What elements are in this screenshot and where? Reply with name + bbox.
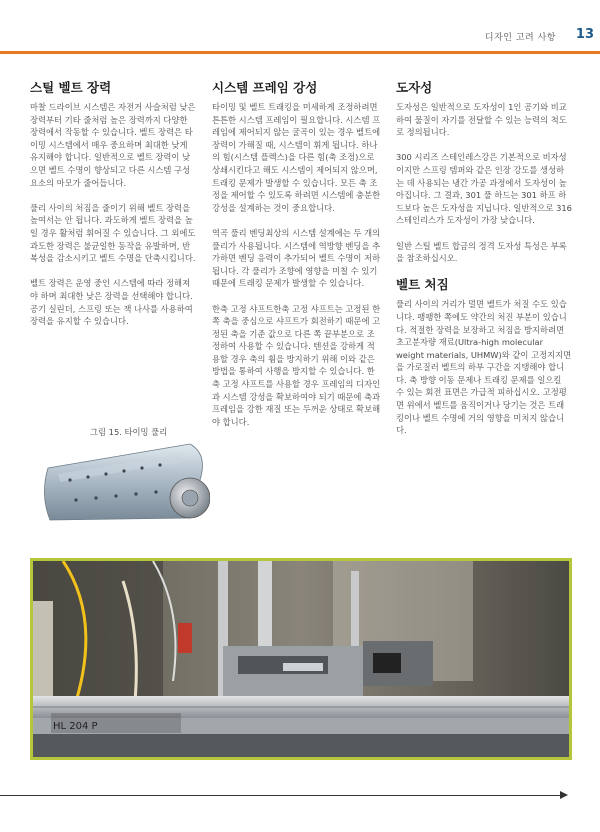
header-section-title: 디자인 고려 사항 — [484, 33, 556, 43]
paragraph: 역곡 풀리 벤딩최상의 시스템 설계에는 두 개의 풀리가 사용됩니다. 시스템에 역방향 벤딩을 추가하면 벤딩 응력이 추가되어 벨트 수명이 저하됩니다. 각 풀리가 조향에 영향을 미칠 수 있기 때문에 트래킹 문제가 발생할 수 있습니다. — [212, 227, 381, 289]
heading-frame-rigidity: 시스템 프레임 강성 — [212, 80, 318, 95]
column-steel-belt-tension — [30, 80, 198, 340]
figure-caption: 그림 15. 타이밍 풀리 — [90, 427, 168, 437]
heading-permeability: 도자성 — [396, 80, 433, 95]
column-permeability-sag — [396, 80, 572, 449]
paragraph: 일반 스틸 벨트 합금의 정격 도자성 특성은 부록을 참조하십시오. — [396, 240, 567, 264]
paragraph: 타이밍 및 벨트 트래킹을 미세하게 조정하려면 튼튼한 시스템 프레임이 필요합니다. 시스템 프레임에 제어되지 않는 굴곡이 있는 경우 벨트에 장력이 가해질 때, 시스템이 휘게 됩니다. 하나의 힘(시스템 플렉스)을 다른 힘(축 조정)으로 상쇄시킨다고 해도 시스템이 제어되지 않으며, 트래킹 문제가 발생할 수 있습니다. 모든 축 조정을 제어할 수 있도록 하려면 시스템에 충분한 강성을 설계하는 것이 중요합니다. — [212, 102, 381, 213]
paragraph: 도자성은 일반적으로 도자성이 1인 공기와 비교하여 물질이 자기를 전달할 수 있는 능력의 척도로 정의됩니다. — [396, 102, 567, 138]
timing-pulley-illustration — [40, 440, 210, 525]
footer-arrow-icon — [560, 791, 568, 799]
paragraph: 풀리 사이의 거리가 멀면 벨트가 처질 수도 있습니다. 팽팽한 쪽에도 약간의 처진 부분이 있습니다. 적절한 장력을 보장하고 처짐을 방지하려면 초고분자량 재료(Ultra-high molecular weight materials, UHMW)와 같이 고정지지면을 가로질러 벨트의 하부 구간을 지탱해야 합니다. 축 방향 이동 문제나 트래킹 문제를 일으킬 수 있는 회전 표면은 가급적 피하십시오. 고정평면 위에서 벨트를 움직이거나 당기는 것은 트래킹이나 벨트 수명에 거의 영향을 미치지 않습니다. — [396, 299, 572, 436]
column-frame-rigidity — [212, 80, 382, 441]
heading-belt-sag: 벨트 처짐 — [396, 277, 449, 293]
paragraph: 풀리 사이의 처짐을 줄이기 위해 벨트 장력을 높여서는 안 됩니다. 과도하게 벨트 장력을 높일 경우 활처럼 휘어질 수 있습니다. 그 외에도 과도한 장력은 불균일한 동작을 유발하며, 반복성을 감소시키고 벨트 수명을 단축시킵니다. — [30, 202, 196, 264]
paragraph: 300 시리즈 스테인레스강은 기본적으로 비자성이지만 스프링 템퍼와 같은 인장 강도를 생성하는 데 사용되는 냉간 가공 과정에서 도자성이 높아집니다. 그 결과, 301 풀 하드는 301 하프 하드보다 높은 도자성을 지닙니다. 일반적으로 316 스테인리스가 도자성이 가장 낮습니다. — [396, 152, 572, 226]
machine-label: HL 204 P — [53, 721, 98, 732]
header-rule — [0, 51, 600, 54]
paragraph: 한축 고정 샤프트한축 고정 샤프트는 고정된 한쪽 축을 중심으로 샤프트가 회전하기 때문에 고정된 축을 기준 값으로 다른 쪽 끝부분으로 조정하여 사용할 수 있습니다. 텐션을 강하게 적용할 경우 축의 휨을 방지하기 위해 이와 같은 방법을 통하여 사행을 방지할 수 있습니다. 한축 고정 샤프트를 사용할 경우 프레임의 디자인과 시스템 강성을 확보하여야 되기 때문에 축과 프레임을 강한 재질 또는 두꺼운 상태로 확보해야 합니다. — [212, 303, 381, 427]
machine-photo — [30, 558, 572, 760]
page-number: 13 — [575, 27, 594, 42]
paragraph: 마찰 드라이브 시스템은 자전거 사슬처럼 낮은 장력부터 기타 줄처럼 높은 장력까지 다양한 장력에서 작동할 수 있습니다. 벨트 장력은 타이밍 시스템에서 매우 중요하며 최대한 낮게 유지해야 합니다. 일반적으로 벨트 장력이 낮으면 벨트 수명이 향상되고 다른 시스템 구성 요소의 마모가 줄어듭니다. — [30, 102, 196, 188]
footer-rule — [0, 795, 562, 796]
machine-photo-graphic — [33, 561, 569, 757]
paragraph: 벨트 장력은 운영 중인 시스템에 따라 정해져야 하며 최대한 낮은 장력을 선택해야 합니다. 공기 실린더, 스프링 또는 잭 나사를 사용하여 장력을 유지할 수 있습니다. — [30, 278, 193, 327]
heading-steel-belt-tension: 스틸 벨트 장력 — [30, 80, 112, 95]
